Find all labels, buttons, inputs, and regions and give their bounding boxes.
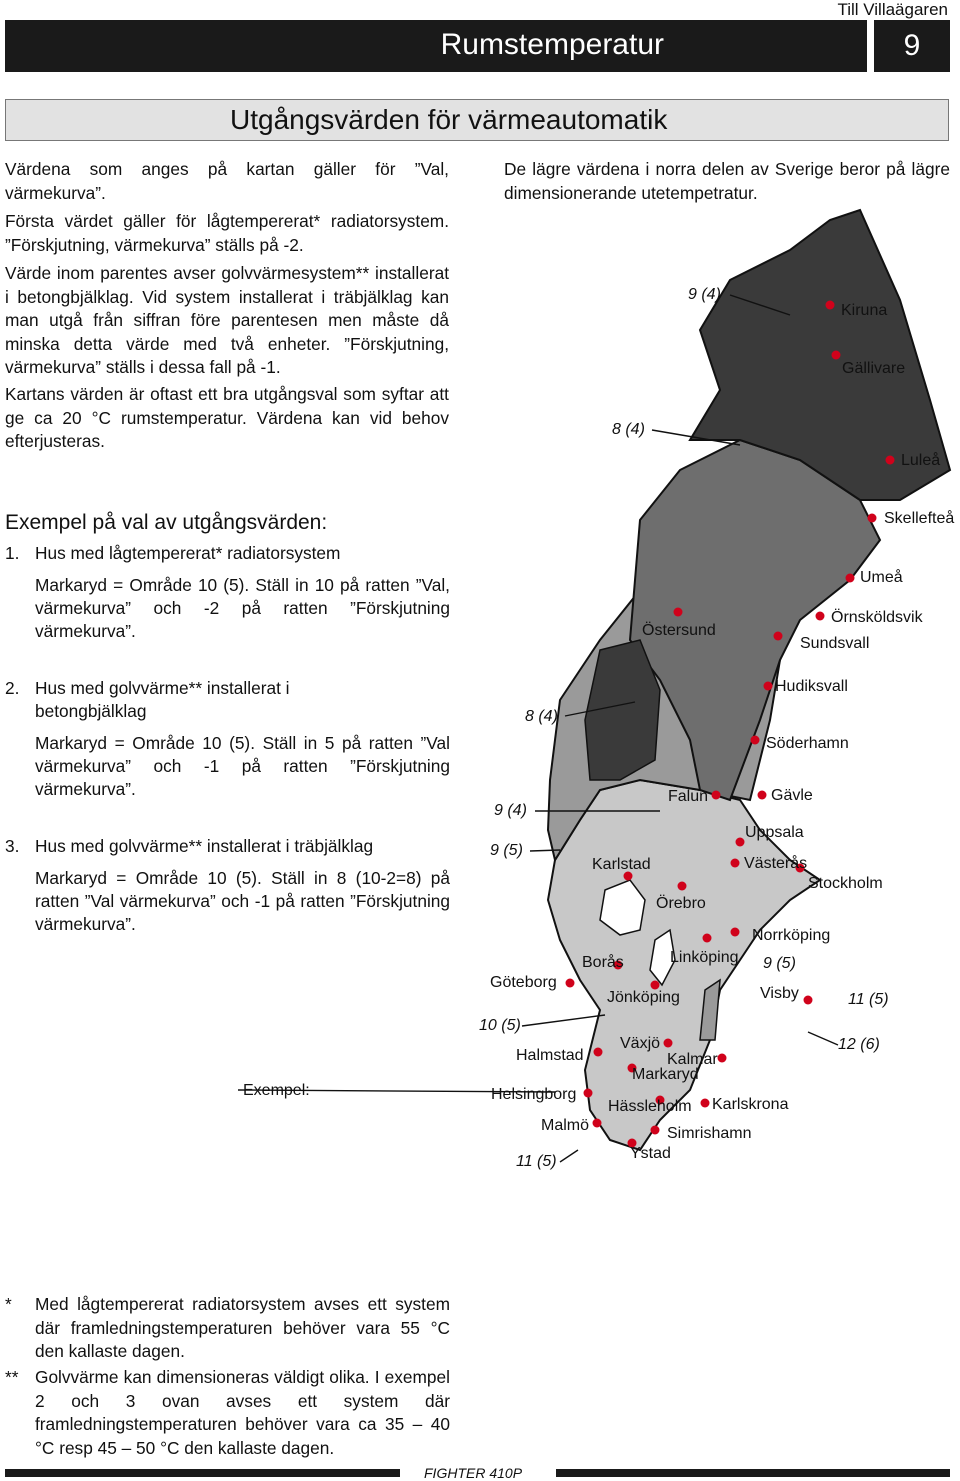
page-title: Rumstemperatur xyxy=(440,28,664,61)
footer-bar-right xyxy=(556,1469,950,1477)
city-label: Halmstad xyxy=(516,1047,584,1064)
city-label: Gällivare xyxy=(842,360,906,377)
page-number: 9 xyxy=(874,20,950,72)
city-label: Falun xyxy=(668,788,709,805)
zone-value: 8 (4) xyxy=(612,421,645,438)
city-label: Umeå xyxy=(860,569,903,586)
footer-label: FIGHTER 410P xyxy=(424,1465,523,1481)
city-label: Malmö xyxy=(541,1117,590,1134)
city-label: Hudiksvall xyxy=(775,678,848,695)
footnote-1 xyxy=(5,1293,450,1364)
intro-right: De lägre värdena i norra delen av Sverige beror på lägre dimensionerande utetempetratur. xyxy=(504,159,950,203)
zone-value: 9 (4) xyxy=(494,802,527,819)
section-title: Utgångsvärden för värmeautomatik xyxy=(230,104,668,135)
footnote-2 xyxy=(5,1366,450,1460)
city-label: Kiruna xyxy=(841,302,888,319)
city-label: Borås xyxy=(582,954,624,971)
city-label: Söderhamn xyxy=(766,735,849,752)
city-label: Markaryd xyxy=(632,1066,699,1083)
footnote-text: Med lågtempererat radiatorsystem avses ett system där framledningstemperaturen behöver vara 55 °C den kallaste dagen. xyxy=(35,1294,450,1361)
zone-value: 9 (4) xyxy=(688,286,721,303)
example-number: 2. xyxy=(5,678,20,698)
city-label: Visby xyxy=(760,985,799,1002)
city-label: Göteborg xyxy=(490,974,557,991)
intro-p2: Första värdet gäller för lågtempererat* radiatorsystem. ”Förskjutning, värmekurva” ställs på -2. xyxy=(5,211,449,255)
intro-p3: Värde inom parentes avser golvvärmesystem** installerat i betongbjälklag. Vid system installerat i träbjälklag kan man utgå från siffran före parentesen men måste då minska detta värde med två enheter. ”Förskjutning, värmekurva” ställs i dessa fall på -1. xyxy=(5,263,449,377)
example-title: Hus med golvvärme** installerat i träbjälklag xyxy=(35,836,374,856)
city-label: Örebro xyxy=(656,895,706,912)
footnote-text: Golvvärme kan dimensioneras väldigt olika. I exempel 2 och 3 ovan avses ett system där framledningstemperaturen behöver vara ca 35 – 40 °C resp 45 – 50 °C den kallaste dagen. xyxy=(35,1367,450,1458)
city-label: Luleå xyxy=(901,452,941,469)
city-label: Skellefteå xyxy=(884,510,955,527)
city-label: Simrishamn xyxy=(667,1125,752,1142)
city-label: Karlstad xyxy=(592,856,651,873)
city-label: Uppsala xyxy=(745,824,804,841)
city-label: Norrköping xyxy=(752,927,831,944)
example-label: Exempel: xyxy=(243,1082,310,1099)
city-label: Gävle xyxy=(771,787,813,804)
city-label: Helsingborg xyxy=(491,1086,577,1103)
example-text: Markaryd = Område 10 (5). Ställ in 5 på ratten ”Val värmekurva” och -1 på ratten ”Förskjutning värmekurva”. xyxy=(35,733,450,799)
example-text: Markaryd = Område 10 (5). Ställ in 10 på ratten ”Val, värmekurva” och -2 på ratten ”Förskjutning värmekurva”. xyxy=(35,575,450,641)
top-label: Till Villaägaren xyxy=(837,0,948,19)
footnote-mark: * xyxy=(5,1294,12,1314)
city-label: Sundsvall xyxy=(800,635,870,652)
zone-value: 11 (5) xyxy=(848,991,889,1008)
city-label: Jönköping xyxy=(607,989,680,1006)
zone-value: 10 (5) xyxy=(479,1017,521,1034)
zone-value: 9 (5) xyxy=(763,955,796,972)
examples-heading: Exempel på val av utgångsvärden: xyxy=(5,511,328,534)
example-title: Hus med lågtempererat* radiatorsystem xyxy=(35,543,341,563)
example-number: 1. xyxy=(5,543,20,563)
zone-value: 12 (6) xyxy=(838,1036,880,1053)
zone-value: 8 (4) xyxy=(525,708,558,725)
city-label: Östersund xyxy=(642,622,716,639)
footer-bar-left xyxy=(5,1469,400,1477)
city-label: Västerås xyxy=(744,855,808,872)
zone-value: 11 (5) xyxy=(516,1153,557,1170)
footnote-mark: ** xyxy=(5,1367,19,1387)
example-number: 3. xyxy=(5,836,20,856)
intro-p1: Värdena som anges på kartan gäller för ”Val, värmekurva”. xyxy=(5,159,449,203)
city-label: Hässleholm xyxy=(608,1098,692,1115)
intro-p4: Kartans värden är oftast ett bra utgångsval som syftar att ge ca 20 °C rumstemperatur. Värdena kan vid behov efterjusteras. xyxy=(5,384,449,451)
city-label: Växjö xyxy=(620,1035,661,1052)
city-label: Ystad xyxy=(630,1145,671,1162)
zone-value: 9 (5) xyxy=(490,842,523,859)
city-label: Stockholm xyxy=(808,875,883,892)
city-label: Örnsköldsvik xyxy=(831,609,923,626)
city-label: Linköping xyxy=(670,949,739,966)
example-title: Hus med golvvärme** installerat i betongbjälklag xyxy=(35,678,290,721)
city-label: Karlskrona xyxy=(712,1096,789,1113)
city-label: Kalmar xyxy=(667,1051,718,1068)
example-text: Markaryd = Område 10 (5). Ställ in 8 (10-2=8) på ratten ”Val värmekurva” och -1 på ratten ”Förskjutning värmekurva”. xyxy=(35,868,450,934)
